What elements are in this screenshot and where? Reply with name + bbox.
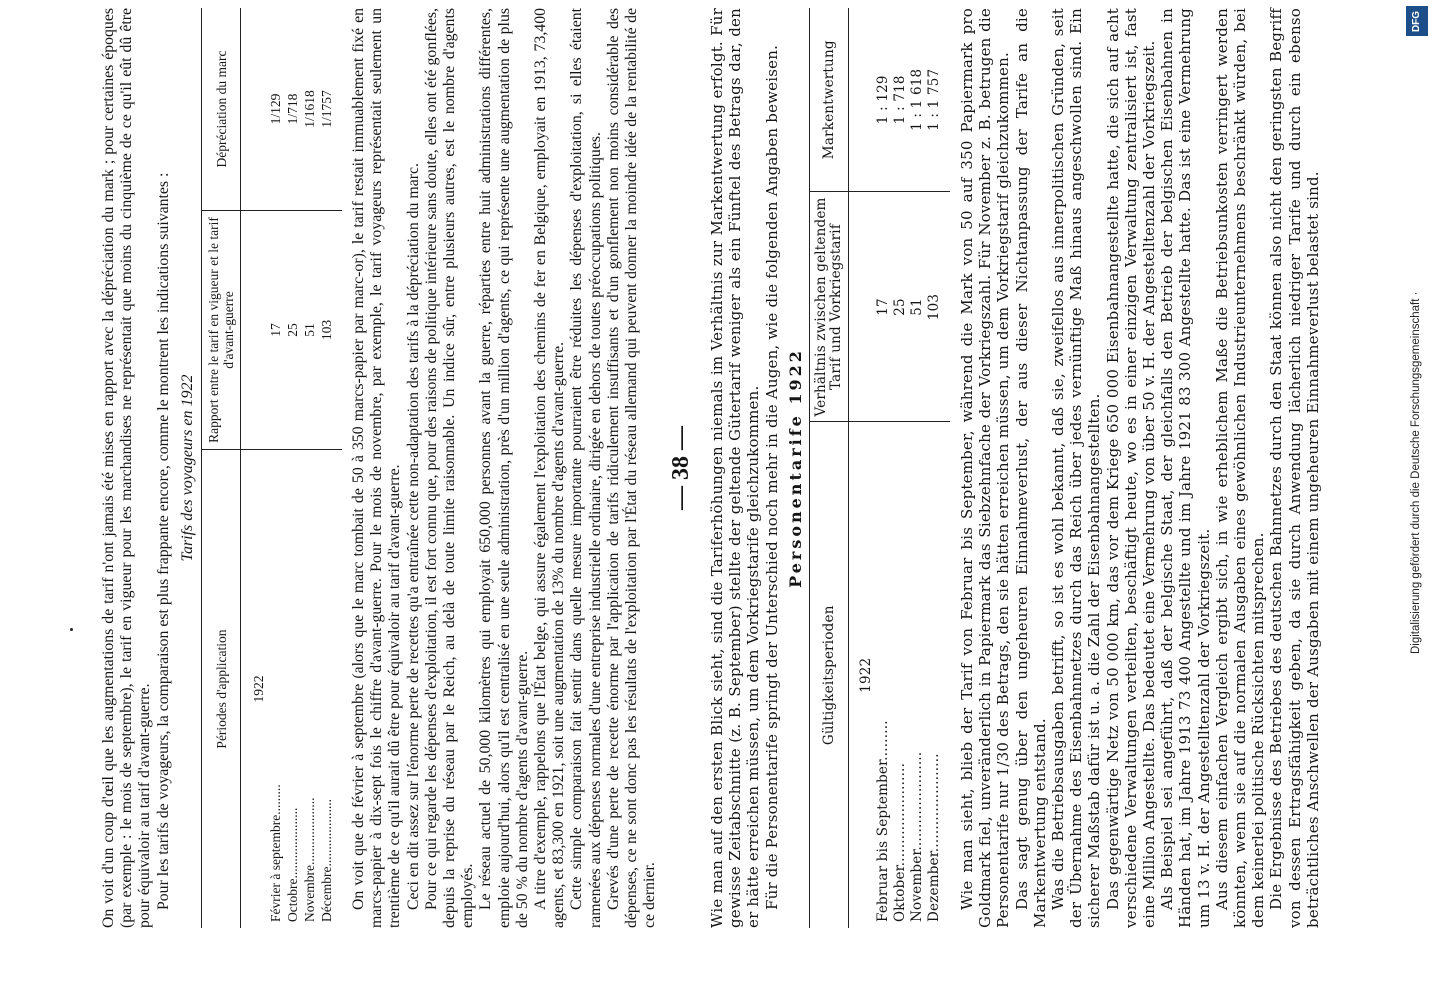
table-header-row xyxy=(202,8,241,928)
table-row xyxy=(267,8,284,928)
fr-table-title: Tarifs des voyageurs en 1922 xyxy=(178,374,196,562)
table-row xyxy=(926,8,950,928)
fr-paragraph-9: Grevés d'une perte de recette énorme par l'application de tarifs ridiculement insuffisants et d'un gonflement non moins considérable des dépenses, ce ne sont donc pas les résultats de l'exploitation par l'État du réseau allemand qui peuvent donner la moindre idée de la rentabilité de ce dernier. xyxy=(604,8,659,928)
table-row xyxy=(241,8,268,928)
fr-paragraph-4: Ceci en dit assez sur l'énorme perte de recettes qu'a entraînée cette non-adaptation des tarifs à la dépréciation du marc. xyxy=(404,163,422,910)
table-cell: 25 xyxy=(892,192,909,422)
de-header-ratio: Verhältnis zwischen geltendem Tarif und Vorkriegstarif xyxy=(810,192,849,422)
table-cell: 17 xyxy=(267,210,284,449)
table-cell: 1 : 718 xyxy=(892,8,909,192)
table-cell: Februar bis September......... xyxy=(875,720,892,922)
table-row xyxy=(875,8,892,928)
de-paragraph-2: Für die Personentarife springt der Unterschied noch mehr in die Augen, wie die folgenden Angaben beweisen. xyxy=(762,44,781,910)
table-cell: 103 xyxy=(926,192,950,422)
table-row xyxy=(318,8,342,928)
de-paragraph-4: Das sagt genug über den ungeheuren Einnahmeverlust, der aus dieser Nichtanpassung der Tarife an die Markentwertung entstand. xyxy=(1012,8,1049,928)
fr-year-cell: 1922 xyxy=(251,675,267,703)
fr-header-periods: Périodes d'application xyxy=(202,450,241,928)
de-paragraph-9: Die Ergebnisse des Betriebes des deutschen Bahnnetzes durch den Staat können also nicht den geringsten Begriff von dessen Ertragsfähigkeit geben, da sie durch Anwendung lächerlich niedriger Tarife und durch ein ebenso beträchtliches Anschwellen der Ausgaben mit einem ungeheuren Einnahmeverlust belastet sind. xyxy=(1267,8,1322,928)
de-paragraph-5: Was die Betriebsausgaben betrifft, so ist es wohl bekannt, daß sie, zweifellos aus innerpolitischen Gründen, seit der Übernahme des Eisenbahnnetzes durch das Reich über jedes vernünftige Maß hinaus angeschwollen sind. Ein sicherer Maßstab dafür ist u. a. die Zahl der Eisenbahnangestellten. xyxy=(1049,8,1104,928)
table-header-row xyxy=(810,8,849,928)
table-row xyxy=(284,8,301,928)
fr-paragraph-3: On voit que de février à septembre (alors que le marc tombait de 50 à 350 marcs-papier par marc-or), le tarif restait immuablement fixé en marcs-papier à dix-sept fois le chiffre d'avant-guerre. Pour le mois de novembre, par exemple, le tarif voyageurs représentait seulement un trentième de ce qu'il aurait dû être pour équivaloir au tarif d'avant-guerre. xyxy=(350,8,404,928)
dfg-logo: DFG xyxy=(1406,6,1428,36)
table-cell: 1/129 xyxy=(267,8,284,210)
credit-strip xyxy=(1406,44,1428,944)
fr-paragraph-5: Pour ce qui regarde les dépenses d'exploitation, il est fort connu que, pour des raisons de politique intérieure sans doute, elles ont été gonflées, depuis la reprise du réseau par le Reich, au delà de toute limite raisonnable. Un indice sûr, entre plusieurs autres, est le nombre d'agents employés. xyxy=(422,8,477,928)
table-cell: 51 xyxy=(301,210,318,449)
fr-paragraph-1: On voit d'un coup d'œil que les augmentations de tarif n'ont jamais été mises en rapport avec la dépréciation du mark ; pour certaines époques (par exemple : le mois de septembre), le tarif en vigueur pour les marchandises ne représentait que moins du cinquième de ce qu'il eût dû être pour équivaloir au tarif d'avant-guerre. xyxy=(100,8,154,928)
digitization-sidebar xyxy=(1406,6,1428,990)
table-cell: 1/1618 xyxy=(301,8,318,210)
digitization-credit: Digitalisierung gefördert durch die Deutsche Forschungsgemeinschaft · xyxy=(1410,291,1422,654)
table-cell: 1/718 xyxy=(284,8,301,210)
de-paragraph-3: Wie man sieht, blieb der Tarif von Februar bis September, während die Mark von 50 auf 350 Papiermark pro Goldmark fiel, unveränderlich in Papiermark das Siebzehnfache der Vorkriegszahl. Für November z. B. betrugen die Personentarife nur 1/30 des Betrags, den sie hätten erreichen müssen, um dem Vorkriegstarif gleichzukommen. xyxy=(958,8,1013,928)
table-cell: 17 xyxy=(875,192,892,422)
de-paragraph-8: Aus diesem einfachen Vergleich ergibt sich, in wie erheblichem Maße die Betriebsunkosten verringert werden könnten, wenn sie auf die normalen Ausgaben eines gewöhnlichen Industrieunternehmens beschränkt würden, bei dem keinerlei politische Rücksichten mitsprechen. xyxy=(1212,8,1268,928)
de-tariff-table xyxy=(809,8,950,928)
fr-paragraph-8: Cette simple comparaison fait sentir dans quelle mesure importante pourraient être réduites les dépenses d'exploitation, si elles étaient ramenées aux dépenses normales d'une entreprise industrielle ordinaire, dirigée en dehors de toutes préoccupations politiques. xyxy=(568,8,604,928)
fr-paragraph-7: A titre d'exemple, rappelons que l'État belge, qui assure également l'exploitation des chemins de fer en Belgique, employait en 1913, 73,400 agents, et 83,300 en 1921, soit une augmentation de 13% du nombre d'agents d'avant-guerre. xyxy=(532,8,568,928)
fr-tariff-table xyxy=(201,8,342,928)
rotated-document-page xyxy=(100,8,1320,928)
de-header-periods: Gültigkeitsperioden xyxy=(810,422,849,928)
fr-header-ratio: Rapport entre le tarif en vigueur et le tarif d'avant-guerre xyxy=(202,210,241,449)
scan-speck xyxy=(70,628,73,631)
table-cell: 1 : 129 xyxy=(875,8,892,192)
fr-paragraph-6: Le réseau actuel de 50,000 kilomètres qui employait 650,000 personnes avant la guerre, réparties entre huit administrations différentes, emploie aujourd'hui, alors qu'il est centralisé en une seule administration, près d'un million d'agents, ce qui représente une augmentation de plus de 50 % du nombre d'agents d'avant-guerre. xyxy=(477,8,531,928)
table-cell: Novembre.................... xyxy=(302,797,318,922)
page-number: — 38 — xyxy=(668,426,694,510)
de-paragraph-1: Wie man auf den ersten Blick sieht, sind die Tariferhöhungen niemals im Verhältnis zur Markentwertung erfolgt. Für gewisse Zeitabschnitte (z. B. September) stellte der geltende Gütertarif weniger als ein Fünftel des Betrags dar, den er hätte erreichen müssen, um dem Vorkriegstarife gleichzukommen. xyxy=(708,8,763,928)
fr-header-depreciation: Dépréciation du marc xyxy=(202,8,241,210)
table-row xyxy=(301,8,318,928)
table-cell: Oktober....................... xyxy=(892,762,909,922)
de-header-depreciation: Markentwertung xyxy=(810,8,849,192)
table-cell: 103 xyxy=(318,210,342,449)
table-cell: 1 : 1 757 xyxy=(926,8,950,192)
de-paragraph-6: Das gegenwärtige Netz von 50 000 km, das vor dem Kriege 650 000 Eisenbahnangestellte hatte, die sich auf acht verschiedene Verwaltungen verteilten, beschäftigt heute, wo es in einer einzigen Verwaltung zentralisiert ist, fast eine Million Angestellte. Das bedeutet eine Vermehrung von über 50 v. H. der Angestelltenzahl der Vorkriegszeit. xyxy=(1103,8,1159,928)
table-cell: Février à septembre......... xyxy=(268,784,284,922)
table-cell: November...................... xyxy=(909,751,926,922)
de-table-title: Personentarife 1922 xyxy=(785,348,805,588)
table-cell: Décembre.................... xyxy=(319,799,335,922)
table-row xyxy=(849,8,876,928)
french-column xyxy=(100,8,659,928)
table-row xyxy=(909,8,926,928)
table-cell: 25 xyxy=(284,210,301,449)
fr-paragraph-2: Pour les tarifs de voyageurs, la comparaison est plus frappante encore, comme le montrent les indications suivantes : xyxy=(154,172,172,910)
de-paragraph-7: Als Beispiel sei angeführt, daß der belgische Staat, der gleichfalls den Betrieb der belgischen Eisenbahnen in Händen hat, im Jahre 1913 73 400 Angestellte und im Jahre 1921 83 300 Angestellte hatte. Das ist eine Vermehrung um 13 v. H. der Angestelltenzahl der Vorkriegszeit. xyxy=(1158,8,1213,928)
german-column xyxy=(708,8,1322,928)
table-cell: 51 xyxy=(909,192,926,422)
table-cell: 1 : 1 618 xyxy=(909,8,926,192)
table-row xyxy=(892,8,909,928)
de-year-cell: 1922 xyxy=(858,657,875,693)
table-cell: Octobre..................... xyxy=(285,807,301,922)
table-cell: 1/1757 xyxy=(318,8,342,210)
table-cell: Dezember...................... xyxy=(926,753,943,922)
